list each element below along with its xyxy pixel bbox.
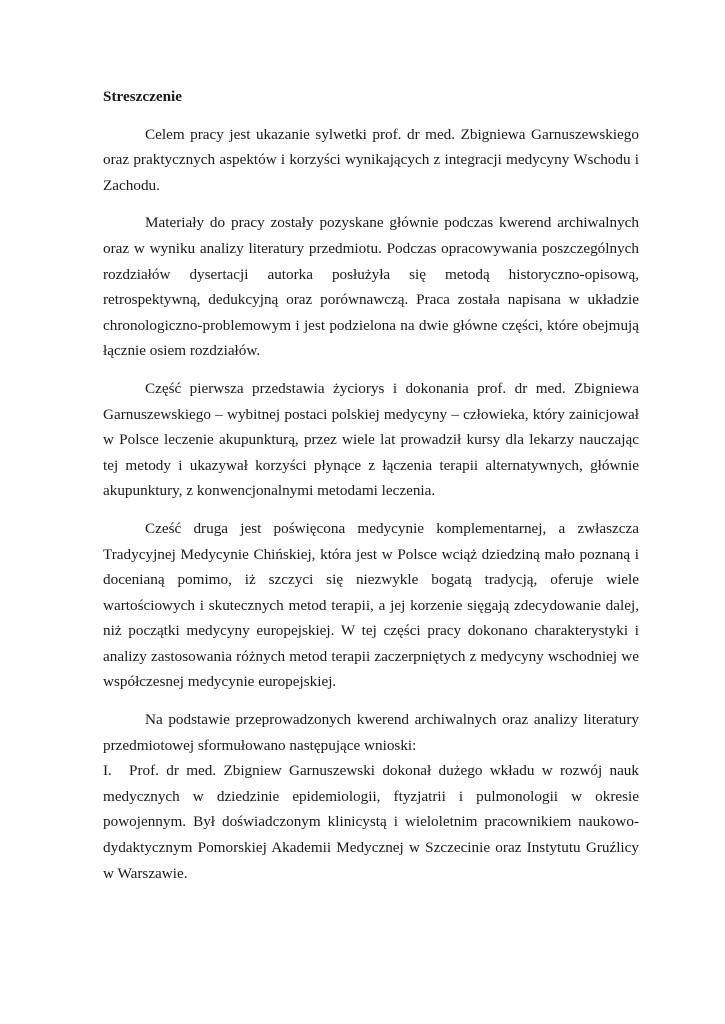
conclusion-item: [103, 758, 639, 886]
paragraph-part-two: Cześć druga jest poświęcona medycynie komplementarnej, a zwłaszcza Tradycyjnej Medycynie Chińskiej, która jest w Polsce wciąż dziedziną mało poznaną i docenianą pomimo, iż szczyci się niezwykle bogatą tradycją, oferuje wiele wartościowych i skutecznych metod terapii, a jej korzenie sięgają zdecydowanie dalej, niż początki medycyny europejskiej. W tej części pracy dokonano charakterystyki i analizy zastosowania różnych metod terapii zaczerpniętych z medycyny wschodniej we współczesnej medycynie europejskiej.: [103, 519, 639, 691]
section-heading: Streszczenie: [103, 88, 182, 105]
paragraph-conclusions-intro: Na podstawie przeprowadzonych kwerend archiwalnych oraz analizy literatury przedmiotowej sformułowano następujące wnioski:: [103, 711, 639, 754]
conclusion-number: I.: [103, 762, 112, 780]
paragraph-methods: Materiały do pracy zostały pozyskane głównie podczas kwerend archiwalnych oraz w wyniku analizy literatury przedmiotu. Podczas opracowywania poszczególnych rozdziałów dysertacji autorka posłużyła się metodą historyczno-opisową, retrospektywną, dedukcyjną oraz porównawczą. Praca została napisana w układzie chronologiczno-problemowym i jest podzielona na dwie główne części, które obejmują łącznie osiem rozdziałów.: [103, 214, 639, 360]
conclusion-text: Prof. dr med. Zbigniew Garnuszewski dokonał dużego wkładu w rozwój nauk medycznych w dziedzinie epidemiologii, ftyzjatrii i pulmonologii w okresie powojennym. Był doświadczonym klinicystą i wieloletnim pracownikiem naukowo-dydaktycznym Pomorskiej Akademii Medycznej w Szczecinie oraz Instytutu Gruźlicy w Warszawie.: [103, 762, 639, 882]
document-page: [103, 84, 639, 886]
paragraph-aim: Celem pracy jest ukazanie sylwetki prof. dr med. Zbigniewa Garnuszewskiego oraz praktycznych aspektów i korzyści wynikających z integracji medycyny Wschodu i Zachodu.: [103, 125, 639, 194]
paragraph-part-one: Część pierwsza przedstawia życiorys i dokonania prof. dr med. Zbigniewa Garnuszewskiego – wybitnej postaci polskiej medycyny – człowieka, który zainicjował w Polsce leczenie akupunkturą, przez wiele lat prowadził kursy dla lekarzy nauczając tej metody i ukazywał korzyści płynące z łączenia terapii alternatywnych, głównie akupunktury, z konwencjonalnymi metodami leczenia.: [103, 379, 639, 500]
